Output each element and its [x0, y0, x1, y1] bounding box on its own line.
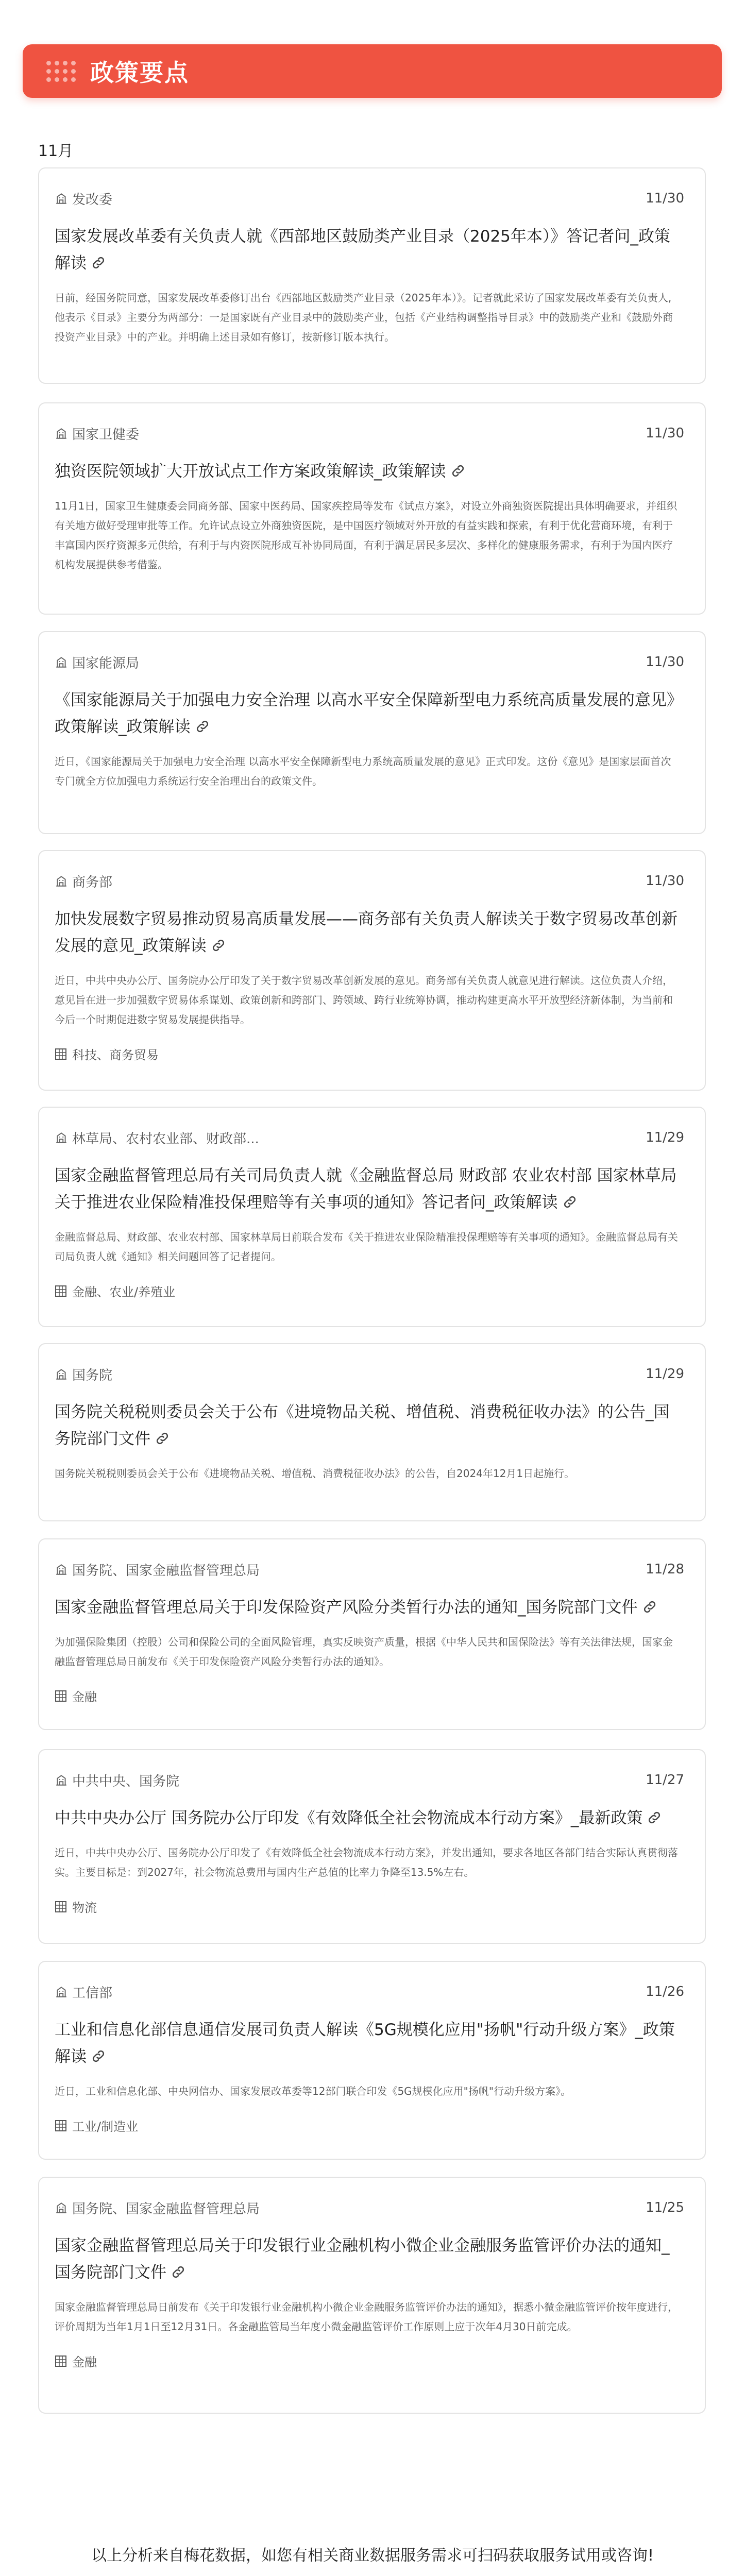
card-summary: 金融监督总局、财政部、农业农村部、国家林草局日前联合发布《关于推进农业保险精准投保理赔等有关事项的通知》。金融监督总局有关司局负责人就《通知》相关问题回答了记者提问。	[55, 1231, 678, 1263]
card-title-text[interactable]: 国家金融监督管理总局关于印发保险资产风险分类暂行办法的通知_国务院部门文件	[55, 1598, 638, 1617]
card-date: 11/28	[646, 1562, 684, 1577]
month-label: 11月	[38, 142, 74, 160]
link-icon[interactable]	[450, 460, 466, 476]
card-title-text[interactable]: 独资医院领域扩大开放试点工作方案政策解读_政策解读	[55, 462, 446, 481]
building-icon	[55, 192, 68, 205]
card-title[interactable]	[55, 2232, 689, 2286]
card-source-label: 国家卫健委	[72, 427, 140, 443]
card-tag-label: 金融、农业/养殖业	[72, 1285, 176, 1299]
card-title[interactable]	[55, 1594, 689, 1621]
card-title[interactable]	[55, 1805, 689, 1832]
card-summary: 11月1日，国家卫生健康委会同商务部、国家中医药局、国家疾控局等发布《试点方案》，对设立外商独资医院提出具体明确要求，并组织有关地方做好受理审批等工作。允许试点设立外商独资医院，是中国医疗领域对外开放的有益实践和探索，有利于优化营商环境，有利于丰富国内医疗资源多元供给，有利于与内资医院形成互补协同局面，有利于满足居民多层次、多样化的健康服务需求，有利于为国内医疗机构发展提供参考借鉴。	[55, 500, 678, 571]
building-icon	[55, 655, 68, 669]
card-title[interactable]	[55, 2016, 689, 2070]
card-source	[55, 1982, 112, 2002]
card-date: 11/29	[646, 1366, 684, 1382]
policy-card[interactable]	[38, 1343, 706, 1521]
card-source	[55, 653, 139, 672]
card-date: 11/30	[646, 654, 684, 670]
link-icon[interactable]	[642, 1596, 657, 1612]
card-source	[55, 1128, 259, 1147]
card-date: 11/29	[646, 1130, 684, 1145]
card-summary: 近日，中共中央办公厅、国务院办公厅印发了《有效降低全社会物流成本行动方案》，并发出通知，要求各地区各部门结合实际认真贯彻落实。主要目标是：到2027年，社会物流总费用与国内生产总值的比率力争降至13.5%左右。	[55, 1846, 678, 1878]
card-source	[55, 2198, 260, 2217]
card-tag-label: 科技、商务贸易	[72, 1048, 159, 1062]
card-source	[55, 1560, 260, 1579]
card-source-label: 林草局、农村农业部、财政部...	[72, 1131, 259, 1147]
building-icon	[55, 1563, 68, 1576]
card-source	[55, 1771, 179, 1790]
card-summary: 国务院关税税则委员会关于公布《进境物品关税、增值税、消费税征收办法》的公告，自2024年12月1日起施行。	[55, 1467, 575, 1480]
card-tag	[55, 1897, 689, 1916]
card-source-label: 商务部	[72, 874, 113, 890]
card-title[interactable]	[55, 1162, 689, 1216]
card-date: 11/30	[646, 191, 684, 206]
card-tag-label: 工业/制造业	[72, 2120, 139, 2134]
tag-grid-icon	[55, 2120, 67, 2132]
card-date: 11/26	[646, 1984, 684, 1999]
card-title[interactable]	[55, 223, 689, 277]
card-source	[55, 872, 112, 891]
building-icon	[55, 874, 68, 888]
card-summary: 近日，《国家能源局关于加强电力安全治理 以高水平安全保障新型电力系统高质量发展的意见》正式印发。这份《意见》是国家层面首次专门就全方位加强电力系统运行安全治理出台的政策文件。	[55, 755, 671, 787]
card-title[interactable]	[55, 458, 689, 485]
policy-card[interactable]	[38, 1107, 706, 1327]
card-source-label: 国务院、国家金融监督管理总局	[72, 2201, 260, 2217]
card-title-text[interactable]: 国务院关税税则委员会关于公布《进境物品关税、增值税、消费税征收办法》的公告_国务院部门文件	[55, 1403, 670, 1448]
card-source	[55, 424, 139, 443]
link-icon[interactable]	[171, 2261, 186, 2277]
tag-grid-icon	[55, 2355, 67, 2367]
card-tag	[55, 2116, 689, 2134]
card-source	[55, 1365, 112, 1384]
card-source-label: 工信部	[72, 1985, 113, 2001]
policy-card[interactable]	[38, 1961, 706, 2160]
card-title-text[interactable]: 国家发展改革委有关负责人就《西部地区鼓励类产业目录（2025年本）》答记者问_政策解读	[55, 227, 670, 273]
card-summary: 近日，工业和信息化部、中央网信办、国家发展改革委等12部门联合印发《5G规模化应用"扬帆"行动升级方案》。	[55, 2085, 571, 2097]
card-source-label: 国务院、国家金融监督管理总局	[72, 1563, 260, 1579]
policy-card[interactable]	[38, 167, 706, 384]
tag-grid-icon	[55, 1048, 67, 1060]
card-date: 11/30	[646, 873, 684, 889]
card-source-label: 中共中央、国务院	[72, 1773, 180, 1789]
link-icon[interactable]	[155, 1428, 170, 1443]
tag-grid-icon	[55, 1690, 67, 1702]
link-icon[interactable]	[211, 935, 226, 950]
card-date: 11/27	[646, 1772, 684, 1788]
card-title-text[interactable]: 中共中央办公厅 国务院办公厅印发《有效降低全社会物流成本行动方案》_最新政策	[55, 1809, 643, 1827]
building-icon	[55, 1985, 68, 1998]
building-icon	[55, 1131, 68, 1144]
card-source-label: 发改委	[72, 192, 113, 208]
card-title[interactable]	[55, 687, 689, 740]
footer-headline: 以上分析来自梅花数据，如您有相关商业数据服务需求可扫码获取服务试用或咨询!	[91, 2547, 654, 2565]
card-date: 11/30	[646, 426, 684, 441]
link-icon[interactable]	[195, 716, 210, 731]
policy-card[interactable]	[38, 1749, 706, 1944]
section-header	[23, 44, 722, 98]
card-summary: 日前，经国务院同意，国家发展改革委修订出台《西部地区鼓励类产业目录（2025年本）》。记者就此采访了国家发展改革委有关负责人,他表示《目录》主要分为两部分：一是国家既有产业目录中的鼓励类产业，包括《产业结构调整指导目录》中的鼓励类产业和《鼓励外商投资产业目录》中的产业。并明确上述目录如有修订，按新修订版本执行。	[55, 292, 673, 343]
policy-card[interactable]	[38, 1538, 706, 1730]
policy-card[interactable]	[38, 850, 706, 1091]
card-tag	[55, 1282, 689, 1300]
building-icon	[55, 1367, 68, 1381]
policy-card[interactable]	[38, 2177, 706, 2414]
link-icon[interactable]	[91, 252, 106, 267]
card-title-text[interactable]: 加快发展数字贸易推动贸易高质量发展——商务部有关负责人解读关于数字贸易改革创新发展的意见_政策解读	[55, 910, 678, 955]
card-source	[55, 189, 112, 208]
dots-decoration-icon	[46, 61, 76, 82]
card-title[interactable]	[55, 906, 689, 959]
card-summary: 近日，中共中央办公厅、国务院办公厅印发了关于数字贸易改革创新发展的意见。商务部有关负责人就意见进行解读。这位负责人介绍，意见旨在进一步加强数字贸易体系谋划、政策创新和跨部门、跨领域、跨行业统筹协调，推动构建更高水平开放型经济新体制，为当前和今后一个时期促进数字贸易发展提供指导。	[55, 974, 673, 1026]
building-icon	[55, 1773, 68, 1787]
link-icon[interactable]	[647, 1807, 662, 1822]
card-tag-label: 金融	[72, 2355, 97, 2369]
policy-card[interactable]	[38, 402, 706, 615]
building-icon	[55, 427, 68, 440]
card-tag-label: 金融	[72, 1690, 97, 1704]
card-title-text[interactable]: 工业和信息化部信息通信发展司负责人解读《5G规模化应用"扬帆"行动升级方案》_政策解读	[55, 2021, 675, 2066]
tag-grid-icon	[55, 1901, 67, 1913]
tag-grid-icon	[55, 1285, 67, 1297]
link-icon[interactable]	[562, 1191, 578, 1207]
card-source-label: 国务院	[72, 1367, 113, 1383]
card-title-text[interactable]: 国家金融监督管理总局关于印发银行业金融机构小微企业金融服务监管评价办法的通知_国务院部门文件	[55, 2236, 670, 2282]
card-summary: 国家金融监督管理总局日前发布《关于印发银行业金融机构小微企业金融服务监管评价办法的通知》，据悉小微金融监管评价按年度进行，评价周期为当年1月1日至12月31日。各金融监管局当年度小微金融监管评价工作原则上应于次年4月30日前完成。	[55, 2301, 678, 2333]
card-tag-label: 物流	[72, 1901, 97, 1915]
link-icon[interactable]	[91, 2045, 106, 2061]
card-date: 11/25	[646, 2200, 684, 2215]
card-title[interactable]	[55, 1399, 689, 1452]
card-source-label: 国家能源局	[72, 655, 140, 671]
building-icon	[55, 2201, 68, 2214]
card-title-text[interactable]: 《国家能源局关于加强电力安全治理 以高水平安全保障新型电力系统高质量发展的意见》政策解读_政策解读	[55, 691, 675, 736]
card-tag	[55, 2352, 689, 2370]
card-tag	[55, 1687, 689, 1705]
card-title-text[interactable]: 国家金融监督管理总局有关司局负责人就《金融监督总局 财政部 农业农村部 国家林草局关于推进农业保险精准投保理赔等有关事项的通知》答记者问_政策解读	[55, 1166, 677, 1212]
card-summary: 为加强保险集团（控股）公司和保险公司的全面风险管理，真实反映资产质量，根据《中华人民共和国保险法》等有关法律法规，国家金融监督管理总局日前发布《关于印发保险资产风险分类暂行办法的通知》。	[55, 1636, 673, 1668]
section-title: 政策要点	[90, 59, 189, 87]
policy-card[interactable]	[38, 631, 706, 834]
card-tag	[55, 1045, 689, 1063]
